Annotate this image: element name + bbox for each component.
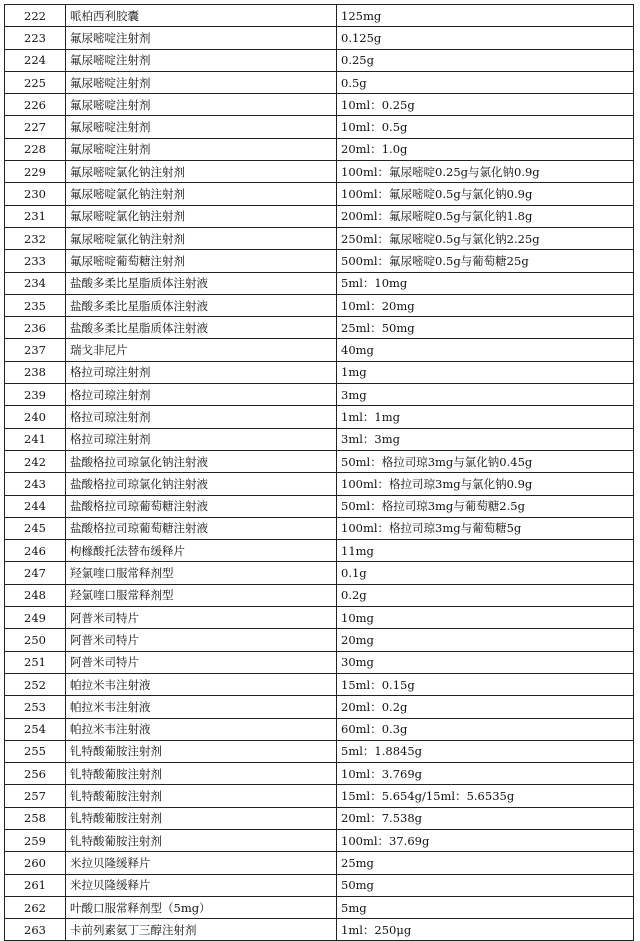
table-row <box>5 138 634 160</box>
drug-name: 帕拉米韦注射液 <box>66 718 337 740</box>
table-row <box>5 227 634 249</box>
row-number: 248 <box>5 584 66 606</box>
table-row <box>5 5 634 27</box>
drug-spec: 0.125g <box>337 27 634 49</box>
drug-spec: 100ml：氟尿嘧啶0.5g与氯化钠0.9g <box>337 183 634 205</box>
table-row <box>5 673 634 695</box>
row-number: 263 <box>5 919 66 941</box>
drug-name: 羟氯喹口服常释剂型 <box>66 562 337 584</box>
row-number: 235 <box>5 294 66 316</box>
drug-name: 格拉司琼注射剂 <box>66 406 337 428</box>
row-number: 251 <box>5 651 66 673</box>
table-row <box>5 874 634 896</box>
row-number: 262 <box>5 896 66 918</box>
drug-name: 瑞戈非尼片 <box>66 339 337 361</box>
table-row <box>5 629 634 651</box>
drug-spec: 1ml：250μg <box>337 919 634 941</box>
table-row <box>5 406 634 428</box>
drug-name: 米拉贝隆缓释片 <box>66 874 337 896</box>
table-row <box>5 71 634 93</box>
drug-spec: 20ml：0.2g <box>337 696 634 718</box>
drug-spec: 500ml：氟尿嘧啶0.5g与葡萄糖25g <box>337 250 634 272</box>
drug-spec: 10ml：0.5g <box>337 116 634 138</box>
drug-name: 钆特酸葡胺注射剂 <box>66 785 337 807</box>
drug-name: 盐酸格拉司琼葡萄糖注射液 <box>66 517 337 539</box>
drug-spec: 125mg <box>337 5 634 27</box>
drug-name: 氟尿嘧啶氯化钠注射剂 <box>66 227 337 249</box>
drug-name: 哌柏西利胶囊 <box>66 5 337 27</box>
table-row <box>5 250 634 272</box>
row-number: 246 <box>5 540 66 562</box>
drug-spec: 50mg <box>337 874 634 896</box>
drug-spec: 30mg <box>337 651 634 673</box>
drug-spec: 10ml：20mg <box>337 294 634 316</box>
drug-spec: 200ml：氟尿嘧啶0.5g与氯化钠1.8g <box>337 205 634 227</box>
drug-name: 帕拉米韦注射液 <box>66 673 337 695</box>
drug-spec: 5mg <box>337 896 634 918</box>
row-number: 254 <box>5 718 66 740</box>
drug-name: 米拉贝隆缓释片 <box>66 852 337 874</box>
drug-spec: 3ml：3mg <box>337 428 634 450</box>
drug-name: 钆特酸葡胺注射剂 <box>66 807 337 829</box>
table-row <box>5 361 634 383</box>
drug-name: 氟尿嘧啶氯化钠注射剂 <box>66 183 337 205</box>
table-row <box>5 919 634 941</box>
drug-spec: 40mg <box>337 339 634 361</box>
drug-name: 叶酸口服常释剂型（5mg） <box>66 896 337 918</box>
drug-name: 氟尿嘧啶氯化钠注射剂 <box>66 161 337 183</box>
table-row <box>5 384 634 406</box>
drug-spec: 15ml：5.654g/15ml：5.6535g <box>337 785 634 807</box>
row-number: 229 <box>5 161 66 183</box>
drug-name: 氟尿嘧啶葡萄糖注射剂 <box>66 250 337 272</box>
table-row <box>5 428 634 450</box>
row-number: 243 <box>5 473 66 495</box>
drug-name: 格拉司琼注射剂 <box>66 361 337 383</box>
row-number: 234 <box>5 272 66 294</box>
drug-list-table <box>4 4 634 941</box>
drug-spec: 25mg <box>337 852 634 874</box>
row-number: 223 <box>5 27 66 49</box>
drug-name: 卡前列素氨丁三醇注射剂 <box>66 919 337 941</box>
drug-spec: 60ml：0.3g <box>337 718 634 740</box>
drug-spec: 10ml：3.769g <box>337 763 634 785</box>
table-row <box>5 852 634 874</box>
row-number: 241 <box>5 428 66 450</box>
table-row <box>5 27 634 49</box>
row-number: 260 <box>5 852 66 874</box>
drug-name: 氟尿嘧啶注射剂 <box>66 94 337 116</box>
drug-name: 盐酸多柔比星脂质体注射液 <box>66 272 337 294</box>
table-row <box>5 584 634 606</box>
row-number: 261 <box>5 874 66 896</box>
drug-name: 盐酸格拉司琼氯化钠注射液 <box>66 473 337 495</box>
table-row <box>5 517 634 539</box>
table-row <box>5 450 634 472</box>
row-number: 227 <box>5 116 66 138</box>
row-number: 239 <box>5 384 66 406</box>
table-row <box>5 607 634 629</box>
drug-name: 盐酸多柔比星脂质体注射液 <box>66 317 337 339</box>
row-number: 247 <box>5 562 66 584</box>
table-row <box>5 94 634 116</box>
row-number: 236 <box>5 317 66 339</box>
table-row <box>5 339 634 361</box>
row-number: 222 <box>5 5 66 27</box>
row-number: 226 <box>5 94 66 116</box>
drug-spec: 11mg <box>337 540 634 562</box>
row-number: 237 <box>5 339 66 361</box>
table-row <box>5 205 634 227</box>
row-number: 224 <box>5 49 66 71</box>
table-row <box>5 116 634 138</box>
row-number: 250 <box>5 629 66 651</box>
drug-spec: 0.2g <box>337 584 634 606</box>
drug-name: 羟氯喹口服常释剂型 <box>66 584 337 606</box>
row-number: 231 <box>5 205 66 227</box>
table-row <box>5 317 634 339</box>
table-row <box>5 495 634 517</box>
table-row <box>5 294 634 316</box>
drug-spec: 100ml：格拉司琼3mg与氯化钠0.9g <box>337 473 634 495</box>
row-number: 259 <box>5 829 66 851</box>
row-number: 245 <box>5 517 66 539</box>
drug-name: 盐酸格拉司琼氯化钠注射液 <box>66 450 337 472</box>
drug-spec: 25ml：50mg <box>337 317 634 339</box>
drug-spec: 1mg <box>337 361 634 383</box>
table-row <box>5 763 634 785</box>
row-number: 228 <box>5 138 66 160</box>
drug-name: 枸橼酸托法替布缓释片 <box>66 540 337 562</box>
row-number: 230 <box>5 183 66 205</box>
table-row <box>5 161 634 183</box>
drug-name: 氟尿嘧啶注射剂 <box>66 27 337 49</box>
drug-name: 钆特酸葡胺注射剂 <box>66 829 337 851</box>
drug-name: 阿普米司特片 <box>66 607 337 629</box>
table-row <box>5 896 634 918</box>
drug-name: 氟尿嘧啶注射剂 <box>66 71 337 93</box>
row-number: 240 <box>5 406 66 428</box>
drug-name: 阿普米司特片 <box>66 629 337 651</box>
drug-spec: 10mg <box>337 607 634 629</box>
drug-name: 格拉司琼注射剂 <box>66 428 337 450</box>
table-row <box>5 740 634 762</box>
table-row <box>5 718 634 740</box>
row-number: 253 <box>5 696 66 718</box>
drug-name: 氟尿嘧啶氯化钠注射剂 <box>66 205 337 227</box>
drug-spec: 3mg <box>337 384 634 406</box>
table-row <box>5 49 634 71</box>
table-body <box>5 5 634 941</box>
table-row <box>5 785 634 807</box>
drug-spec: 10ml：0.25g <box>337 94 634 116</box>
table-row <box>5 651 634 673</box>
drug-name: 盐酸多柔比星脂质体注射液 <box>66 294 337 316</box>
drug-spec: 0.1g <box>337 562 634 584</box>
drug-spec: 20ml：7.538g <box>337 807 634 829</box>
drug-spec: 20ml：1.0g <box>337 138 634 160</box>
table-row <box>5 473 634 495</box>
drug-spec: 250ml：氟尿嘧啶0.5g与氯化钠2.25g <box>337 227 634 249</box>
drug-name: 格拉司琼注射剂 <box>66 384 337 406</box>
drug-name: 帕拉米韦注射液 <box>66 696 337 718</box>
row-number: 238 <box>5 361 66 383</box>
row-number: 233 <box>5 250 66 272</box>
drug-spec: 20mg <box>337 629 634 651</box>
row-number: 258 <box>5 807 66 829</box>
drug-spec: 50ml：格拉司琼3mg与氯化钠0.45g <box>337 450 634 472</box>
table-row <box>5 696 634 718</box>
drug-spec: 0.25g <box>337 49 634 71</box>
row-number: 242 <box>5 450 66 472</box>
drug-spec: 1ml：1mg <box>337 406 634 428</box>
drug-spec: 100ml：格拉司琼3mg与葡萄糖5g <box>337 517 634 539</box>
drug-name: 钆特酸葡胺注射剂 <box>66 740 337 762</box>
table-row <box>5 829 634 851</box>
drug-name: 阿普米司特片 <box>66 651 337 673</box>
drug-spec: 100ml：氟尿嘧啶0.25g与氯化钠0.9g <box>337 161 634 183</box>
table-row <box>5 562 634 584</box>
row-number: 225 <box>5 71 66 93</box>
drug-spec: 0.5g <box>337 71 634 93</box>
row-number: 252 <box>5 673 66 695</box>
table-row <box>5 183 634 205</box>
drug-name: 氟尿嘧啶注射剂 <box>66 49 337 71</box>
row-number: 249 <box>5 607 66 629</box>
drug-spec: 5ml：1.8845g <box>337 740 634 762</box>
drug-name: 钆特酸葡胺注射剂 <box>66 763 337 785</box>
table-row <box>5 272 634 294</box>
drug-name: 氟尿嘧啶注射剂 <box>66 138 337 160</box>
table-row <box>5 807 634 829</box>
drug-spec: 5ml：10mg <box>337 272 634 294</box>
drug-spec: 15ml：0.15g <box>337 673 634 695</box>
drug-spec: 50ml：格拉司琼3mg与葡萄糖2.5g <box>337 495 634 517</box>
row-number: 256 <box>5 763 66 785</box>
row-number: 255 <box>5 740 66 762</box>
table-row <box>5 540 634 562</box>
drug-name: 氟尿嘧啶注射剂 <box>66 116 337 138</box>
drug-spec: 100ml：37.69g <box>337 829 634 851</box>
drug-name: 盐酸格拉司琼葡萄糖注射液 <box>66 495 337 517</box>
row-number: 244 <box>5 495 66 517</box>
row-number: 232 <box>5 227 66 249</box>
row-number: 257 <box>5 785 66 807</box>
